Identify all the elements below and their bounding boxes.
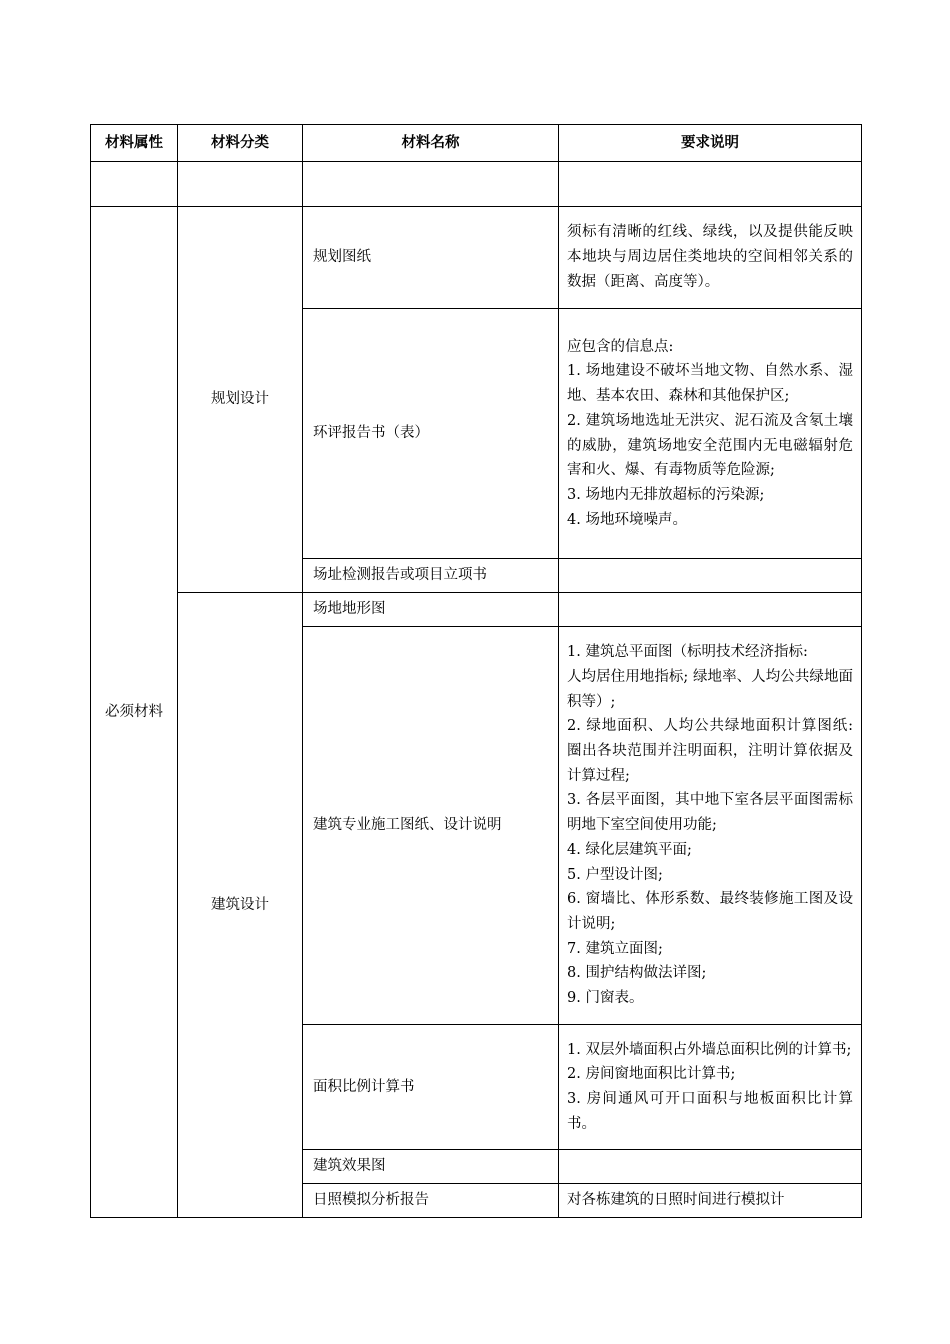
category-planning-cell: 规划设计 xyxy=(178,207,303,593)
requirement-cell xyxy=(559,1184,862,1218)
requirement-line: 6. 窗墙比、体形系数、最终装修施工图及设计说明; xyxy=(567,891,853,932)
requirement-cell xyxy=(559,309,862,559)
empty-cell xyxy=(91,162,178,207)
header-category: 材料分类 xyxy=(178,125,303,162)
requirement-line: 1. 场地建设不破坏当地文物、自然水系、湿地、基本农田、森林和其他保护区; xyxy=(567,363,853,405)
attribute-cell: 必须材料 xyxy=(91,207,178,1218)
requirement-line: 9. 门窗表。 xyxy=(567,990,644,1007)
table-row xyxy=(91,593,862,627)
requirement-line: 须标有清晰的红线、绿线，以及提供能反映本地块与周边居住类地块的空间相邻关系的数据（距离、高度等）。 xyxy=(567,224,853,290)
requirement-cell xyxy=(559,1025,862,1150)
requirement-line: 2. 建筑场地选址无洪灾、泥石流及含氡土壤的威胁，建筑场地安全范围内无电磁辐射危害和火、爆、有毒物质等危险源; xyxy=(567,412,853,479)
requirement-line: 对各栋建筑的日照时间进行模拟计 xyxy=(567,1192,785,1209)
material-name-cell: 日照模拟分析报告 xyxy=(303,1184,559,1218)
header-attribute: 材料属性 xyxy=(91,125,178,162)
requirement-line: 4. 场地环境噪声。 xyxy=(567,511,687,528)
requirement-line: 3. 房间通风可开口面积与地板面积比计算书。 xyxy=(567,1091,853,1132)
requirement-line: 应包含的信息点: xyxy=(567,338,674,355)
empty-cell xyxy=(559,162,862,207)
requirement-line: 3. 各层平面图，其中地下室各层平面图需标明地下室空间使用功能; xyxy=(567,792,853,834)
requirement-line: 1. 双层外墙面积占外墙总面积比例的计算书; xyxy=(567,1041,852,1058)
requirement-line: 7. 建筑立面图; xyxy=(567,940,663,957)
material-name-cell: 规划图纸 xyxy=(303,207,559,309)
header-material-name: 材料名称 xyxy=(303,125,559,162)
requirement-cell xyxy=(559,559,862,593)
requirement-line: 5. 户型设计图; xyxy=(567,866,663,883)
material-name-cell: 场地地形图 xyxy=(303,593,559,627)
table-row xyxy=(91,207,862,309)
requirement-line: 2. 房间窗地面积比计算书; xyxy=(567,1066,736,1083)
requirement-cell xyxy=(559,627,862,1025)
material-name-cell: 场址检测报告或项目立项书 xyxy=(303,559,559,593)
requirement-cell xyxy=(559,593,862,627)
requirement-line: 8. 围护结构做法详图; xyxy=(567,965,707,982)
header-row xyxy=(91,125,862,162)
material-name-cell: 环评报告书（表） xyxy=(303,309,559,559)
materials-table xyxy=(90,124,862,1218)
empty-cell xyxy=(178,162,303,207)
requirement-line: 4. 绿化层建筑平面; xyxy=(567,841,692,858)
requirement-cell xyxy=(559,207,862,309)
empty-row xyxy=(91,162,862,207)
requirement-line: 3. 场地内无排放超标的污染源; xyxy=(567,486,765,503)
requirement-line: 2. 绿地面积、人均公共绿地面积计算图纸: 圈出各块范围并注明面积，注明计算依据及计算过程; xyxy=(567,718,853,784)
category-building-cell: 建筑设计 xyxy=(178,593,303,1218)
material-name-cell: 建筑效果图 xyxy=(303,1150,559,1184)
requirement-line: 1. 建筑总平面图（标明技术经济指标: xyxy=(567,644,808,661)
requirement-cell xyxy=(559,1150,862,1184)
empty-cell xyxy=(303,162,559,207)
material-name-cell: 建筑专业施工图纸、设计说明 xyxy=(303,627,559,1025)
header-requirement: 要求说明 xyxy=(559,125,862,162)
requirement-line: 人均居住用地指标; 绿地率、人均公共绿地面积等）; xyxy=(567,668,853,710)
material-name-cell: 面积比例计算书 xyxy=(303,1025,559,1150)
